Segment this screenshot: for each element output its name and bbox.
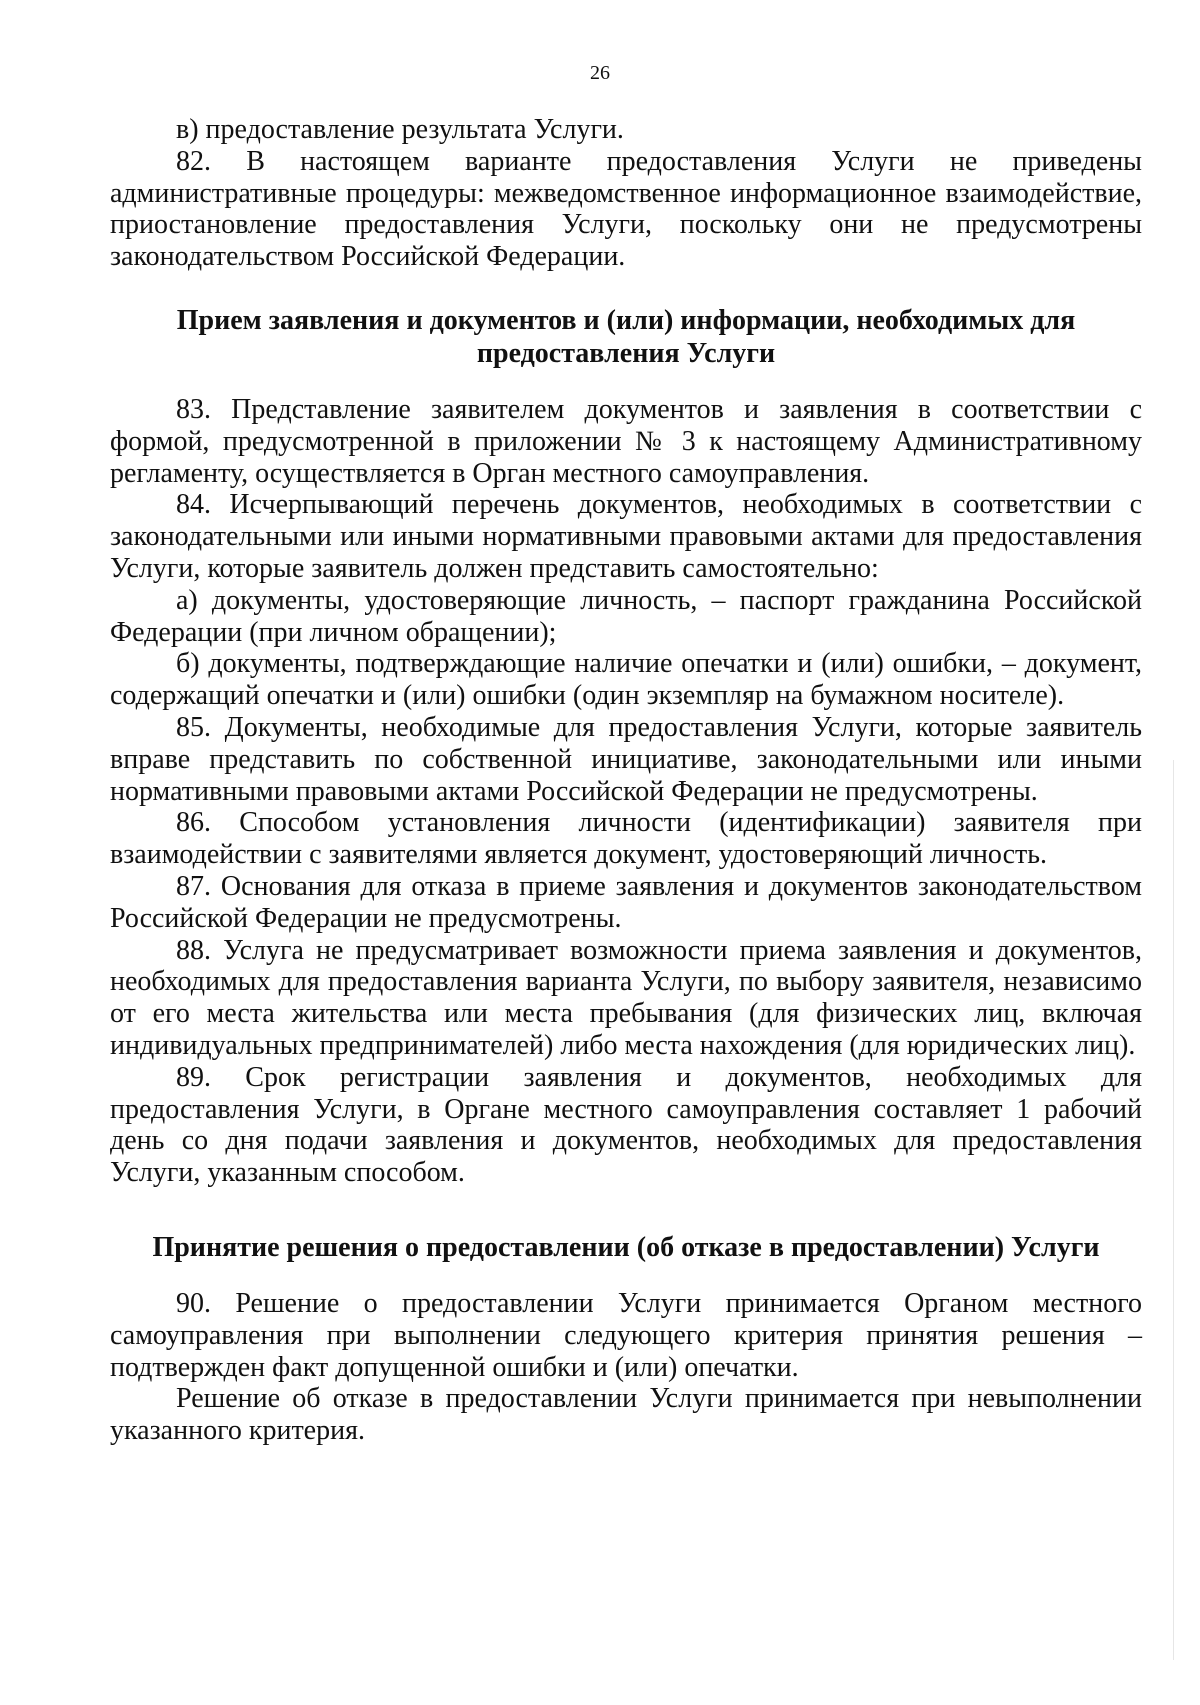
section-heading-decision: Принятие решения о предоставлении (об отказе в предоставлении) Услуги xyxy=(152,1231,1100,1263)
paragraph-85: 85. Документы, необходимые для предоставления Услуги, которые заявитель вправе представить по собственной инициативе, законодательными или иными нормативными правовыми актами Российской Федерации не предусмотрены. xyxy=(110,711,1142,807)
document-body xyxy=(110,114,1142,1447)
paragraph-result-provision: в) предоставление результата Услуги. xyxy=(176,114,624,145)
paragraph-89: 89. Срок регистрации заявления и документов, необходимых для предоставления Услуги, в Органе местного самоуправления составляет 1 рабочий день со дня подачи заявления и документов, необходимых для предоставления Услуги, указанным способом. xyxy=(110,1061,1142,1189)
paragraph-87: 87. Основания для отказа в приеме заявления и документов законодательством Российской Федерации не предусмотрены. xyxy=(110,870,1142,934)
paragraph-88: 88. Услуга не предусматривает возможности приема заявления и документов, необходимых для предоставления варианта Услуги, по выбору заявителя, независимо от его места жительства или места пребывания (для физических лиц, включая индивидуальных предпринимателей) либо места нахождения (для юридических лиц). xyxy=(110,934,1142,1061)
scan-edge-line xyxy=(1173,760,1174,1660)
paragraph-86: 86. Способом установления личности (идентификации) заявителя при взаимодействии с заявителями является документ, удостоверяющий личность. xyxy=(110,807,1142,871)
paragraph-refusal-decision: Решение об отказе в предоставлении Услуги принимается при невыполнении указанного критерия. xyxy=(110,1383,1142,1447)
paragraph-90: 90. Решение о предоставлении Услуги принимается Органом местного самоуправления при выполнении следующего критерия принятия решения – подтвержден факт допущенной ошибки и (или) опечатки. xyxy=(110,1287,1142,1383)
paragraph-82: 82. В настоящем варианте предоставления Услуги не приведены административные процедуры: межведомственное информационное взаимодействие, приостановление предоставления Услуги, поскольку они не предусмотрены законодательством Российской Федерации. xyxy=(110,145,1142,273)
paragraph-84-item-a: а) документы, удостоверяющие личность, – паспорт гражданина Российской Федерации (при личном обращении); xyxy=(110,584,1142,648)
section-heading-application-acceptance: Прием заявления и документов и (или) информации, необходимых для предоставления Услуги xyxy=(176,304,1076,369)
paragraph-84: 84. Исчерпывающий перечень документов, необходимых в соответствии с законодательными или иными нормативными правовыми актами для предоставления Услуги, которые заявитель должен представить самостоятельно: xyxy=(110,489,1142,584)
page-number: 26 xyxy=(590,62,610,84)
paragraph-83: 83. Представление заявителем документов и заявления в соответствии с формой, предусмотренной в приложении № 3 к настоящему Административному регламенту, осуществляется в Орган местного самоуправления. xyxy=(110,393,1142,489)
paragraph-84-item-b: б) документы, подтверждающие наличие опечатки и (или) ошибки, – документ, содержащий опечатки и (или) ошибки (один экземпляр на бумажном носителе). xyxy=(110,648,1142,712)
